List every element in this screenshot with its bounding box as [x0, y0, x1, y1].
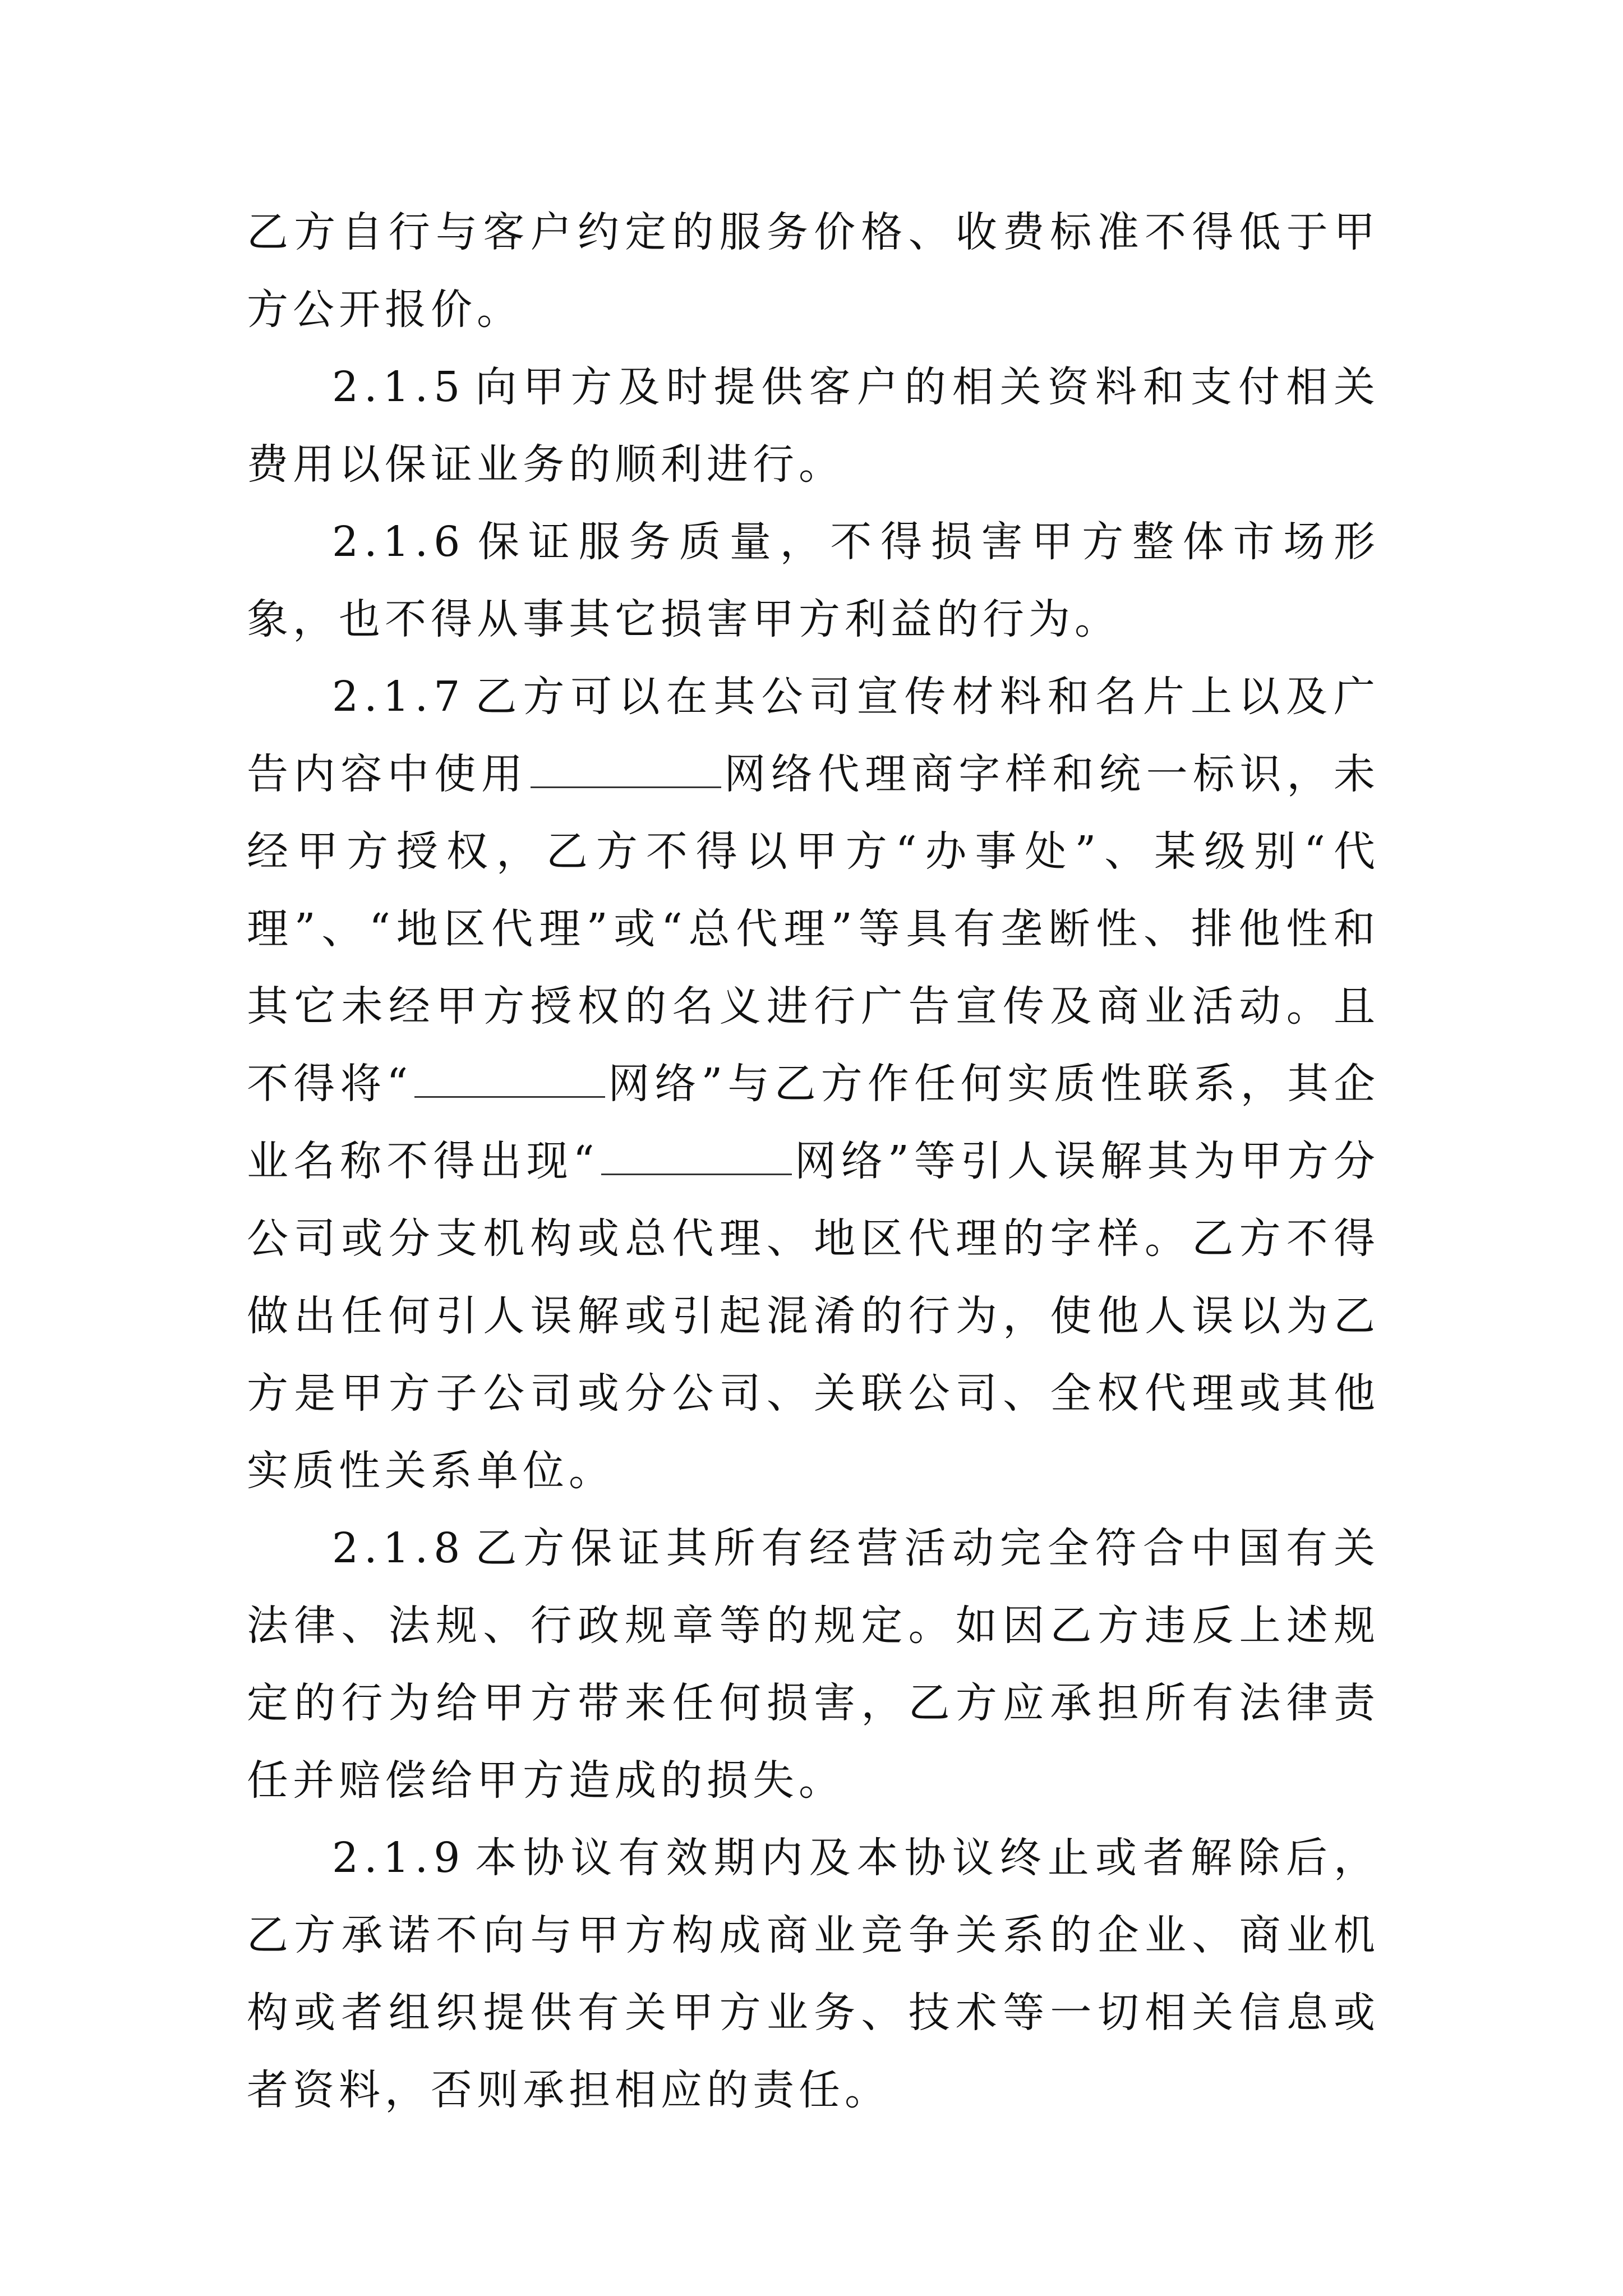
fill-in-blank: [414, 1085, 605, 1098]
paragraph-text: 本协议有效期内及本协议终止或者解除后，乙方承诺不向与甲方构成商业竞争关系的企业、商业机构或者组织提供有关甲方业务、技术等一切相关信息或者资料，否则承担相应的责任。: [247, 1834, 1380, 2114]
document-body: [247, 194, 1380, 2129]
paragraph-text: 保证服务质量，不得损害甲方整体市场形象，也不得从事其它损害甲方利益的行为。: [247, 518, 1380, 643]
paragraph-text: 网络”等引人误解其为甲方分公司或分支机构或总代理、地区代理的字样。乙方不得做出任何引人误解或引起混淆的行为，使他人误以为乙方是甲方子公司或分公司、关联公司、全权代理或其他实质性关系单位。: [247, 1137, 1380, 1495]
clause-number: 2.1.7: [332, 673, 466, 721]
paragraph-215: [247, 348, 1380, 503]
clause-number: 2.1.9: [332, 1834, 466, 1882]
fill-in-blank: [601, 1162, 792, 1175]
paragraph-text: 网络代理商字样和统一标识，未经甲方授权，乙方不得以甲方“办事处”、某级别“代理”、“地区代理”或“总代理”等具有垄断性、排他性和其它未经甲方授权的名义进行广告宣传及商业活动。且不得将“: [247, 750, 1380, 1108]
paragraph-217: [247, 658, 1380, 1510]
clause-number: 2.1.5: [332, 363, 466, 411]
paragraph-218: [247, 1510, 1380, 1819]
clause-number: 2.1.6: [332, 518, 466, 566]
paragraph-text: 网络”与乙方作任何实质性联系，其企业名称不得出现“: [247, 1060, 1380, 1185]
paragraph-216: [247, 503, 1380, 658]
paragraph-text: 向甲方及时提供客户的相关资料和支付相关费用以保证业务的顺利进行。: [247, 363, 1380, 489]
clause-number: 2.1.8: [332, 1524, 466, 1572]
fill-in-blank: [531, 775, 721, 788]
paragraph-219: [247, 1819, 1380, 2129]
paragraph-text: 乙方自行与客户约定的服务价格、收费标准不得低于甲方公开报价。: [247, 208, 1380, 334]
paragraph-text: 乙方保证其所有经营活动完全符合中国有关法律、法规、行政规章等的规定。如因乙方违反上述规定的行为给甲方带来任何损害，乙方应承担所有法律责任并赔偿给甲方造成的损失。: [247, 1524, 1380, 1805]
paragraph-cont: [247, 194, 1380, 348]
paragraph-text: 乙方可以在其公司宣传材料和名片上以及广告内容中使用: [247, 673, 1380, 798]
